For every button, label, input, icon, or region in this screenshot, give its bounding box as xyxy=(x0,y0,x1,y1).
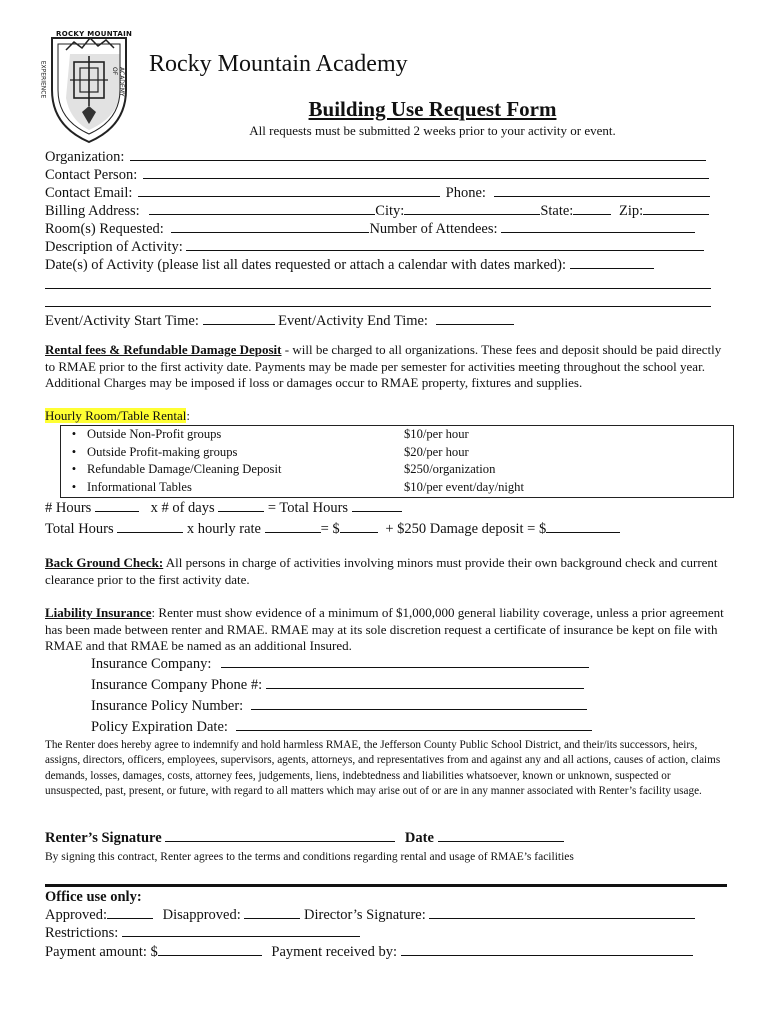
hourly-rental-colon: : xyxy=(186,408,190,423)
restrictions-row xyxy=(45,924,360,942)
total-hours-field-2[interactable] xyxy=(117,520,183,533)
director-signature-label: Director’s Signature: xyxy=(304,907,426,923)
contact-person-field[interactable] xyxy=(143,166,709,179)
hours-calc-row xyxy=(45,499,402,517)
insurance-phone-row xyxy=(91,676,584,694)
fee-row xyxy=(61,426,524,444)
fee-row xyxy=(61,444,524,462)
total-hours-field[interactable] xyxy=(352,499,402,512)
signature-note: By signing this contract, Renter agrees to the terms and conditions regarding rental and usage of RMAE’s facilities xyxy=(45,851,574,863)
description-field[interactable] xyxy=(186,238,704,251)
approved-label: Approved: xyxy=(45,907,108,923)
policy-number-field[interactable] xyxy=(251,697,587,710)
rooms-label: Room(s) Requested: xyxy=(45,221,164,237)
city-field[interactable] xyxy=(404,202,540,215)
rooms-field[interactable] xyxy=(171,220,369,233)
end-time-field[interactable] xyxy=(436,312,514,325)
fee-item: Refundable Damage/Cleaning Deposit xyxy=(87,462,282,477)
payment-received-label: Payment received by: xyxy=(271,944,398,960)
contact-person-label: Contact Person: xyxy=(45,167,138,183)
logo-ring-top: ROCKY MOUNTAIN xyxy=(56,30,133,38)
dates-line-3[interactable] xyxy=(45,306,711,307)
hourly-rental-highlight: Hourly Room/Table Rental xyxy=(45,408,187,423)
insurance-company-label: Insurance Company: xyxy=(91,656,212,672)
attendees-label: Number of Attendees: xyxy=(369,221,498,237)
background-check-paragraph xyxy=(45,555,725,588)
office-heading: Office use only: xyxy=(45,889,142,905)
policy-number-label: Insurance Policy Number: xyxy=(91,698,244,714)
insurance-phone-label: Insurance Company Phone #: xyxy=(91,677,263,693)
organization-row xyxy=(45,148,706,166)
approved-field[interactable] xyxy=(107,906,153,919)
dates-label: Date(s) of Activity (please list all dates requested or attach a calendar with dates marked): xyxy=(45,257,566,273)
billing-address-field[interactable] xyxy=(149,202,375,215)
bullet-icon: • xyxy=(71,462,77,477)
zip-field[interactable] xyxy=(643,202,709,215)
logo-ring-left: EXPERIENCE xyxy=(39,60,47,99)
bullet-icon: • xyxy=(71,479,77,494)
dates-field[interactable] xyxy=(570,256,654,269)
payment-amount-label: Payment amount: $ xyxy=(45,944,158,960)
insurance-phone-field[interactable] xyxy=(266,676,584,689)
logo-ring-right: ACADEMY OF xyxy=(111,67,125,97)
rental-paragraph xyxy=(45,342,725,392)
policy-expiration-row xyxy=(91,718,592,736)
form-subtitle: All requests must be submitted 2 weeks prior to your activity or event. xyxy=(249,123,616,138)
fee-row xyxy=(61,461,524,479)
organization-field[interactable] xyxy=(130,148,706,161)
disapproved-label: Disapproved: xyxy=(162,907,241,923)
description-label: Description of Activity: xyxy=(45,239,183,255)
contact-email-row xyxy=(45,184,710,202)
state-field[interactable] xyxy=(573,202,611,215)
zip-label: Zip: xyxy=(618,203,644,219)
start-time-field[interactable] xyxy=(203,312,275,325)
dates-line-2[interactable] xyxy=(45,288,711,289)
total-hours-label: = Total Hours xyxy=(267,500,349,516)
date-label: Date xyxy=(404,830,434,846)
subtotal-label: = $ xyxy=(320,521,340,537)
end-time-label: Event/Activity End Time: xyxy=(278,313,428,329)
dates-row xyxy=(45,256,654,274)
hourly-rate-label: x hourly rate xyxy=(186,521,261,537)
fee-item: Outside Profit-making groups xyxy=(87,444,238,459)
deposit-label: + $250 Damage deposit = $ xyxy=(385,521,547,537)
contact-email-field[interactable] xyxy=(138,184,440,197)
description-row xyxy=(45,238,704,256)
billing-address-label: Billing Address: xyxy=(45,203,140,219)
indemnity-paragraph: The Renter does hereby agree to indemnify and hold harmless RMAE, the Jefferson County Public School District, and their/its successors, heirs, assigns, directors, officers, employees, supervisors, agents, attorneys, and representatives from and against any and all actions, causes of action, claims demands, losses, damages, costs, attorney fees, judgements, liens, indebtedness and liabilities whatsoever, known or unknown, suspected or unsuspected, past, present, or future, with regard to all matters which may arise out of or are in any manner associated with Renter’s facility usage. xyxy=(45,739,721,797)
hourly-rate-field[interactable] xyxy=(265,520,321,533)
cost-calc-row xyxy=(45,520,620,538)
days-label: x # of days xyxy=(150,500,215,516)
billing-address-row xyxy=(45,202,709,220)
fee-price: $10/per event/day/night xyxy=(404,479,524,494)
insurance-company-field[interactable] xyxy=(221,655,589,668)
insurance-heading: Liability Insurance xyxy=(45,605,152,620)
signature-row xyxy=(45,829,564,847)
policy-expiration-field[interactable] xyxy=(236,718,592,731)
fee-price: $10/per hour xyxy=(404,427,469,442)
subtotal-field[interactable] xyxy=(340,520,378,533)
fee-row xyxy=(61,479,524,497)
insurance-paragraph xyxy=(45,605,727,655)
start-time-label: Event/Activity Start Time: xyxy=(45,313,199,329)
hourly-rental-label xyxy=(45,408,190,425)
restrictions-field[interactable] xyxy=(122,924,360,937)
form-title: Building Use Request Form xyxy=(308,97,557,121)
days-field[interactable] xyxy=(218,499,264,512)
organization-label: Organization: xyxy=(45,149,125,165)
fee-price: $250/organization xyxy=(404,462,496,477)
rental-heading: Rental fees & Refundable Damage Deposit xyxy=(45,342,282,357)
phone-label: Phone: xyxy=(445,185,486,201)
contact-email-label: Contact Email: xyxy=(45,185,133,201)
city-label: City: xyxy=(375,203,405,219)
policy-number-row xyxy=(91,697,587,715)
policy-expiration-label: Policy Expiration Date: xyxy=(91,719,228,735)
fee-price: $20/per hour xyxy=(404,444,469,459)
disapproved-field[interactable] xyxy=(244,906,300,919)
payment-row xyxy=(45,943,693,961)
approval-row xyxy=(45,906,695,924)
payment-received-field[interactable] xyxy=(401,943,693,956)
insurance-company-row xyxy=(91,655,589,673)
total-hours-label-2: Total Hours xyxy=(45,521,114,537)
contact-person-row xyxy=(45,166,709,184)
hours-label: # Hours xyxy=(45,500,92,516)
background-check-text: All persons in charge of activities involving minors must provide their own background check and current clearance prior to the first activity date. xyxy=(45,555,718,587)
signature-label: Renter’s Signature xyxy=(45,830,162,846)
fee-table xyxy=(61,426,524,496)
bullet-icon: • xyxy=(71,427,77,442)
restrictions-label: Restrictions: xyxy=(45,925,119,941)
fee-item: Outside Non-Profit groups xyxy=(87,427,222,442)
fee-table-box xyxy=(60,425,734,498)
insurance-text: : Renter must show evidence of a minimum of $1,000,000 general liability coverage, unless a prior agreement has been made between renter and RMAE. RMAE may at its sole discretion request a certificate of insurance be kept on file with RMAE and that RMAE be named as an additional Insured. xyxy=(45,605,724,653)
office-divider xyxy=(45,884,727,887)
fee-item: Informational Tables xyxy=(87,479,192,494)
payment-amount-field[interactable] xyxy=(158,943,262,956)
director-signature-field[interactable] xyxy=(429,906,695,919)
bullet-icon: • xyxy=(71,444,77,459)
background-check-heading: Back Ground Check: xyxy=(45,555,164,570)
hours-field[interactable] xyxy=(95,499,139,512)
grand-total-field[interactable] xyxy=(546,520,620,533)
signature-date-field[interactable] xyxy=(438,829,564,842)
time-row xyxy=(45,312,514,330)
rental-text: - will be charged to all organizations. These fees and deposit should be paid directly to RMAE prior to the first activity date. Payments may be made per semester for activities meeting throughout the school year. Additional Charges may be imposed if loss or damages occur to RMAE property, fixtures and supplies. xyxy=(45,342,722,390)
school-name: Rocky Mountain Academy xyxy=(149,51,408,77)
signature-field[interactable] xyxy=(165,829,395,842)
attendees-field[interactable] xyxy=(501,220,695,233)
rooms-row xyxy=(45,220,695,238)
phone-field[interactable] xyxy=(494,184,710,197)
state-label: State: xyxy=(540,203,574,219)
